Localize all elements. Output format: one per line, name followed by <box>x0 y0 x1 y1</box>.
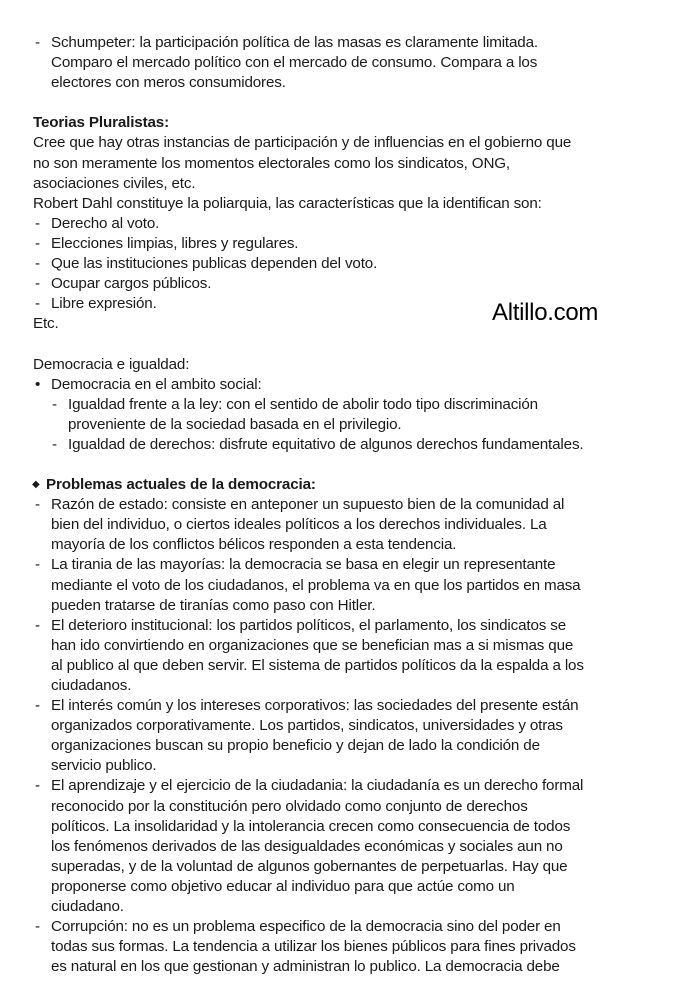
text-line <box>0 435 700 455</box>
dash-bullet-icon: - <box>52 395 57 413</box>
line-text: proveniente de la sociedad basada en el privilegio. <box>68 415 402 433</box>
text-line <box>0 133 700 153</box>
diamond-bullet-icon: ◆ <box>32 479 40 491</box>
list-item <box>0 254 700 274</box>
text-line <box>0 897 700 917</box>
text-line <box>0 957 700 977</box>
line-text: Etc. <box>33 315 59 333</box>
text-line <box>0 576 700 596</box>
blank-line <box>0 334 700 354</box>
list-item <box>0 375 700 395</box>
line-text: Robert Dahl constituye la poliarquia, las características que la identifican son: <box>33 194 542 212</box>
text-line <box>0 33 700 53</box>
text-line <box>0 53 700 73</box>
text-line <box>0 194 700 214</box>
text-line <box>0 797 700 817</box>
line-text: ciudadano. <box>51 898 124 916</box>
section-heading <box>0 113 700 133</box>
line-text: Teorias Pluralistas: <box>33 114 169 132</box>
text-line <box>0 415 700 435</box>
text-line <box>0 636 700 656</box>
text-line <box>0 555 700 575</box>
list-item <box>0 917 700 977</box>
line-text: políticos. La insolidaridad y la intolerancia crecen como consecuencia de todos <box>51 817 571 835</box>
text-line <box>0 937 700 957</box>
text-line <box>0 535 700 555</box>
line-text: El aprendizaje y el ejercicio de la ciudadania: la ciudadanía es un derecho formal <box>51 777 584 795</box>
line-text: reconocido por la constitución pero olvidado como conjunto de derechos <box>51 797 528 815</box>
line-text: Corrupción: no es un problema especifico de la democracia sino del poder en <box>51 918 561 936</box>
list-item <box>0 616 700 696</box>
line-text: La tirania de las mayorías: la democracia se basa en elegir un representante <box>51 556 556 574</box>
line-text: El interés común y los intereses corporativos: las sociedades del presente están <box>51 697 579 715</box>
text-line <box>0 174 700 194</box>
dash-bullet-icon: - <box>35 214 40 232</box>
text-line <box>0 154 700 174</box>
text-line <box>0 917 700 937</box>
list-item <box>0 776 700 917</box>
line-text: Que las instituciones publicas dependen del voto. <box>51 255 378 273</box>
text-line <box>0 254 700 274</box>
text-line <box>0 776 700 796</box>
line-text: organizaciones buscan su propio beneficio y dejan de lado la condición de <box>51 737 540 755</box>
list-item <box>0 395 700 435</box>
line-text: Comparo el mercado político con el mercado de consumo. Compara a los <box>51 54 538 72</box>
blank-line <box>0 455 700 475</box>
line-text: al publico al que deben servir. El sistema de partidos políticos da la espalda a los <box>51 656 584 674</box>
text-line <box>0 355 700 375</box>
line-text: ciudadanos. <box>51 677 132 694</box>
line-text: El deterioro institucional: los partidos políticos, el parlamento, los sindicatos se <box>51 616 567 634</box>
line-text: han ido convirtiendo en organizaciones que se benefician mas a si mismas que <box>51 636 574 654</box>
line-text: Razón de estado: consiste en anteponer un supuesto bien de la comunidad al <box>51 496 565 514</box>
line-text: Problemas actuales de la democracia: <box>46 476 316 494</box>
text-line <box>0 676 700 696</box>
line-text: mayoría de los conflictos bélicos responden a esta tendencia. <box>51 536 457 554</box>
dash-bullet-icon: - <box>35 918 40 936</box>
line-text: superadas, y de la voluntad de algunos gobernantes de perpetuarlas. Hay que <box>51 857 568 875</box>
text-line <box>0 756 700 776</box>
paragraph <box>0 133 700 213</box>
line-text: Igualdad de derechos: disfrute equitativo de algunos derechos fundamentales. <box>68 435 584 453</box>
line-text: servicio publico. <box>51 757 157 775</box>
line-text: Elecciones limpias, libres y regulares. <box>51 234 299 252</box>
text-line <box>0 616 700 636</box>
dash-bullet-icon: - <box>35 616 40 634</box>
list-item <box>0 435 700 455</box>
text-line <box>0 696 700 716</box>
text-line <box>0 656 700 676</box>
dash-bullet-icon: - <box>35 556 40 574</box>
line-text: bien del individuo, o ciertos ideales políticos a los derechos individuales. La <box>51 516 547 534</box>
list-item <box>0 555 700 615</box>
text-line <box>0 234 700 254</box>
text-line <box>0 274 700 294</box>
line-text: Libre expresión. <box>51 295 157 313</box>
line-text: organizados corporativamente. Los partidos, sindicatos, universidades y otras <box>51 717 563 735</box>
dash-bullet-icon: - <box>35 697 40 715</box>
dash-bullet-icon: - <box>35 234 40 252</box>
section-heading <box>0 475 700 495</box>
bullet-icon: • <box>35 375 41 393</box>
dash-bullet-icon: - <box>52 435 57 453</box>
text-line <box>0 73 700 93</box>
document-body <box>0 33 700 977</box>
text-line <box>0 857 700 877</box>
dash-bullet-icon: - <box>35 275 40 293</box>
text-line <box>0 716 700 736</box>
text-line <box>0 495 700 515</box>
line-text: pueden tratarse de tiranías como paso con Hitler. <box>51 596 376 614</box>
dash-bullet-icon: - <box>35 255 40 273</box>
line-text: Democracia en el ambito social: <box>51 375 262 393</box>
line-text: es natural en los que gestionan y administran lo publico. La democracia debe <box>51 958 560 976</box>
text-line <box>0 214 700 234</box>
paragraph <box>0 355 700 375</box>
dash-bullet-icon: - <box>35 496 40 514</box>
dash-bullet-icon: - <box>35 295 40 313</box>
line-text: todas sus formas. La tendencia a utilizar los bienes públicos para fines privados <box>51 938 576 956</box>
line-text: Cree que hay otras instancias de participación y de influencias en el gobierno que <box>33 134 572 152</box>
list-item <box>0 33 700 93</box>
line-text: los fenómenos derivados de las desigualdades económicas y sociales aun no <box>51 837 563 855</box>
line-text: proponerse como objetivo educar al individuo para que actúe como un <box>51 877 515 895</box>
line-text: Democracia e igualdad: <box>33 355 190 373</box>
line-text: Igualdad frente a la ley: con el sentido de abolir todo tipo discriminación <box>68 395 538 413</box>
line-text: mediante el voto de los ciudadanos, el problema va en que los partidos en masa <box>51 576 581 594</box>
list-item <box>0 214 700 234</box>
dash-bullet-icon: - <box>35 34 40 51</box>
list-item <box>0 696 700 776</box>
text-line <box>0 837 700 857</box>
text-line <box>0 736 700 756</box>
list-item <box>0 274 700 294</box>
list-item <box>0 495 700 555</box>
text-line <box>0 475 700 495</box>
text-line <box>0 375 700 395</box>
line-text: Ocupar cargos públicos. <box>51 275 212 293</box>
blank-line <box>0 93 700 113</box>
text-line <box>0 515 700 535</box>
text-line <box>0 113 700 133</box>
text-line <box>0 877 700 897</box>
text-line <box>0 817 700 837</box>
line-text: Schumpeter: la participación política de las masas es claramente limitada. <box>51 34 538 51</box>
list-item <box>0 234 700 254</box>
line-text: electores con meros consumidores. <box>51 74 286 92</box>
text-line <box>0 395 700 415</box>
line-text: asociaciones civiles, etc. <box>33 174 196 192</box>
line-text: Derecho al voto. <box>51 214 160 232</box>
text-line <box>0 596 700 616</box>
watermark-logo: Altillo.com <box>492 299 599 326</box>
dash-bullet-icon: - <box>35 777 40 795</box>
line-text: no son meramente los momentos electorales como los sindicatos, ONG, <box>33 154 511 172</box>
